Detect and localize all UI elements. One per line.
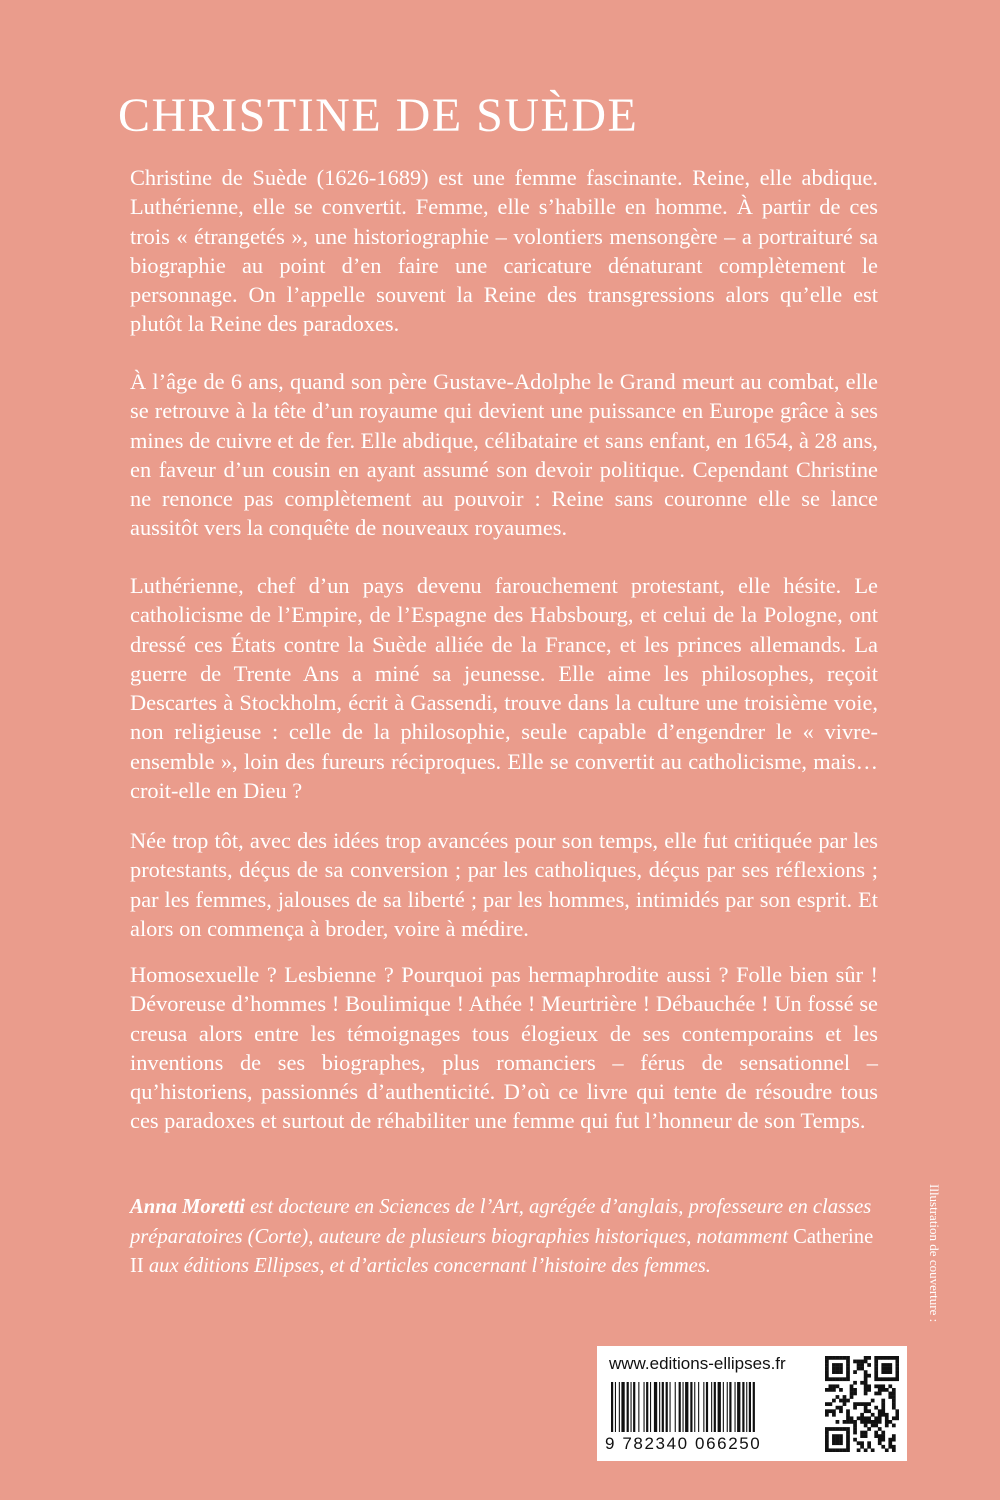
paragraph-5: Homosexuelle ? Lesbienne ? Pourquoi pas hermaphrodite aussi ? Folle bien sûr ! Dévoreuse d’hommes ! Boulimique ! Athée ! Meurtrière ! Débauchée ! Un fossé se creusa alors entre les témoignages tous élogieux de ses contemporains et les inventions de ses biographes, plus romanciers – férus de sensationnel – qu’historiens, passionnés d’authenticité. D’où ce livre qui tente de résoudre tous ces paradoxes et surtout de réhabiliter une femme qui fut l’honneur de son Temps. bbox=[130, 962, 878, 1134]
barcode-box bbox=[597, 1346, 907, 1461]
paragraph-4: Née trop tôt, avec des idées trop avancées pour son temps, elle fut critiquée par les protestants, déçus de sa conversion ; par les catholiques, déçus par ses réflexions ; par les femmes, jalouses de sa liberté ; par les hommes, intimidés par son esprit. Et alors on commença à broder, voire à médire. bbox=[130, 828, 878, 941]
paragraph-3: Luthérienne, chef d’un pays devenu farouchement protestant, elle hésite. Le catholicisme de l’Empire, de l’Espagne des Habsbourg, et celui de la Pologne, ont dressé ces États contre la Suède alliée de la France, et les princes allemands. La guerre de Trente Ans a miné sa jeunesse. Elle aime les philosophes, reçoit Descartes à Stockholm, écrit à Gassendi, trouve dans la culture une troisième voie, non religieuse : celle de la philosophie, seule capable d’engendrer le « vivre-ensemble », loin des fureurs réciproques. Elle se convertit au catholicisme, mais… croit-elle en Dieu ? bbox=[130, 573, 878, 804]
bio-book-title: Catherine II bbox=[130, 1225, 874, 1278]
isbn-number: 9 782340 066250 bbox=[605, 1434, 762, 1453]
author-name: Anna Moretti bbox=[130, 1196, 246, 1218]
paragraph-1: Christine de Suède (1626-1689) est une femme fascinante. Reine, elle abdique. Luthérienne, elle se convertit. Femme, elle s’habille en homme. À partir de ces trois « étrangetés », une historiographie – volontiers mensongère – a portraituré sa biographie au point d’en faire une caricature dénaturant complètement le personnage. On l’appelle souvent la Reine des transgressions alors qu’elle est plutôt la Reine des paradoxes. bbox=[130, 165, 878, 337]
bio-text-2: aux éditions Ellipses, et d’articles concernant l’histoire des femmes. bbox=[143, 1255, 711, 1278]
bio-text-1: est docteure en Sciences de l’Art, agrégée d’anglais, professeure en classes préparatoires (Corte), auteure de plusieurs biographies historiques, notamment bbox=[130, 1196, 872, 1248]
book-title: CHRISTINE DE SUÈDE bbox=[118, 89, 639, 142]
author-bio bbox=[130, 1193, 882, 1282]
qr-code-icon bbox=[825, 1356, 899, 1452]
illustration-credit: Illustration de couverture : bbox=[927, 1184, 942, 1323]
publisher-website: www.editions-ellipses.fr bbox=[609, 1354, 786, 1373]
barcode bbox=[609, 1382, 804, 1432]
paragraph-2: À l’âge de 6 ans, quand son père Gustave-Adolphe le Grand meurt au combat, elle se retrouve à la tête d’un royaume qui devient une puissance en Europe grâce à ses mines de cuivre et de fer. Elle abdique, célibataire et sans enfant, en 1654, à 28 ans, en faveur d’un cousin en ayant assumé son devoir politique. Cependant Christine ne renonce pas complètement au pouvoir : Reine sans couronne elle se lance aussitôt vers la conquête de nouveaux royaumes. bbox=[130, 369, 878, 541]
